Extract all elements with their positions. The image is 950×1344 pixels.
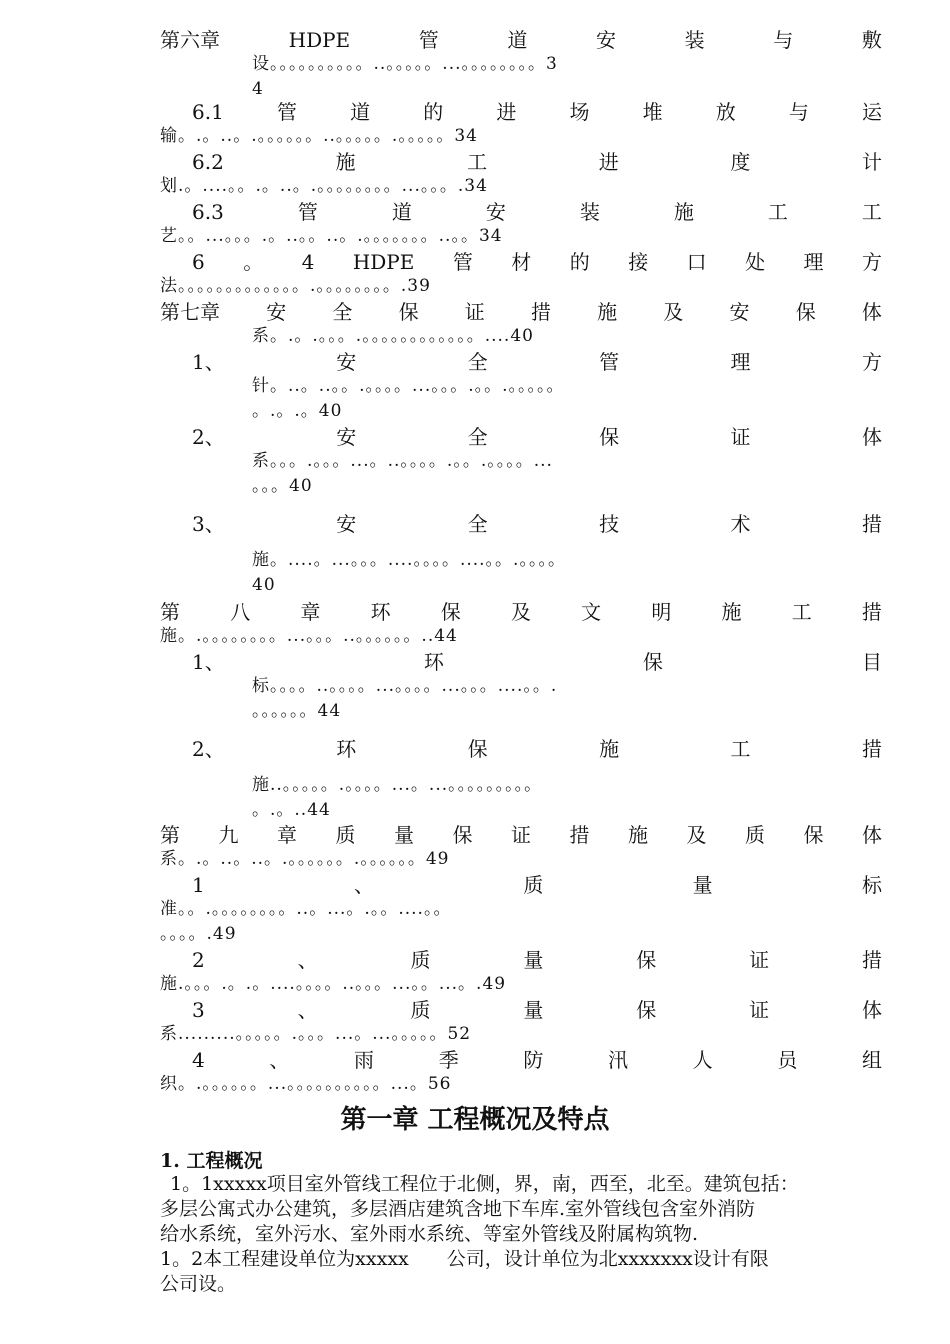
toc-dots: 系。。。.。。。...。..。。。。.。。.。。。。... — [252, 451, 553, 471]
toc-entry-chapter-7[interactable] — [160, 300, 882, 349]
toc-entry-heading: 第七章 安 全 保 证 措 施 及 安 保 体 — [160, 300, 882, 324]
toc-entry-heading: 3、 安 全 技 术 措 — [192, 512, 882, 536]
toc-entry-chapter-6[interactable] — [160, 28, 882, 102]
toc-entry-9-2[interactable] — [160, 948, 882, 997]
toc-entry-heading: 第 八 章 环 保 及 文 明 施 工 措 — [160, 600, 882, 624]
paragraph-project-location — [160, 1172, 890, 1247]
toc-entry-7-3[interactable] — [160, 512, 882, 598]
toc-page-number: 40 — [252, 575, 276, 595]
toc-entry-6-4[interactable] — [160, 250, 882, 299]
toc-entry-7-2[interactable] — [160, 425, 882, 499]
toc-dots: 设。。。。。。。。。。..。。。。。...。。。。。。。。3 — [252, 54, 558, 74]
toc-dots: 织。.。。。。。。...。。。。。。。。。。...。56 — [160, 1074, 452, 1094]
toc-entry-heading: 2 、 质 量 保 证 措 — [192, 948, 882, 972]
toc-dots: 施.。。。.。.。....。。。。..。。。...。。...。.49 — [160, 974, 507, 994]
paragraph-line: 1。2本工程建设单位为xxxxx 公司，设计单位为北xxxxxxx设计有限 — [160, 1248, 769, 1270]
toc-page-number: 。。。。。。44 — [252, 701, 342, 721]
toc-entry-heading: 6.1 管 道 的 进 场 堆 放 与 运 — [192, 100, 882, 124]
toc-dots: 法。。。。。。。。。。。。。.。。。。。。。。.39 — [160, 276, 431, 296]
toc-entry-heading: 1、 安 全 管 理 方 — [192, 350, 882, 374]
toc-entry-9-4[interactable] — [160, 1048, 882, 1097]
paragraph-line: 给水系统，室外污水、室外雨水系统、等室外管线及附属构筑物. — [160, 1223, 699, 1245]
toc-entry-heading: 3 、 质 量 保 证 体 — [192, 998, 882, 1022]
toc-dots: 划.。....。。.。..。.。。。。。。。。...。。。.34 — [160, 176, 488, 196]
toc-entry-heading: 6.3 管 道 安 装 施 工 工 — [192, 200, 882, 224]
toc-entry-heading: 2、 安 全 保 证 体 — [192, 425, 882, 449]
chapter-title: 第一章 工程概况及特点 — [340, 1105, 610, 1135]
toc-entry-heading: 2、 环 保 施 工 措 — [192, 737, 882, 761]
paragraph-line: 1。1xxxxx项目室外管线工程位于北侧，界，南，西至，北至。建筑包括： — [170, 1173, 799, 1195]
toc-entry-8-2[interactable] — [160, 737, 882, 823]
toc-dots: 艺。。...。。。.。..。。..。.。。。。。。。..。。34 — [160, 226, 503, 246]
section-heading: 1. 工程概况 — [160, 1150, 263, 1172]
toc-entry-heading: 1、 环 保 目 — [192, 650, 882, 674]
toc-dots: 施。.。。。。。。。。...。。。..。。。。。。..44 — [160, 626, 458, 646]
toc-entry-heading: 第六章 HDPE 管 道 安 装 与 敷 — [160, 28, 882, 52]
toc-dots: 标。。。。..。。。。...。。。。...。。。....。。. — [252, 676, 558, 696]
toc-page-number: 。.。..44 — [252, 800, 331, 820]
toc-page-number: 4 — [252, 79, 264, 99]
toc-dots: 输。.。..。.。。。。。。..。。。。。.。。。。。34 — [160, 126, 478, 146]
toc-entry-6-1[interactable] — [160, 100, 882, 149]
toc-page-number: 。.。.。40 — [252, 401, 343, 421]
paragraph-line: 公司设。 — [160, 1273, 237, 1295]
toc-entry-heading: 1 、 质 量 标 — [192, 873, 882, 897]
toc-page-number: 。。。。.49 — [160, 924, 237, 944]
paragraph-construction-units — [160, 1247, 890, 1297]
paragraph-line: 多层公寓式办公建筑，多层酒店建筑含地下车库.室外管线包含室外消防 — [160, 1198, 756, 1220]
toc-entry-7-1[interactable] — [160, 350, 882, 424]
toc-entry-6-2[interactable] — [160, 150, 882, 199]
toc-entry-6-3[interactable] — [160, 200, 882, 249]
toc-dots: 准。。.。。。。。。。。..。...。.。。....。。 — [160, 899, 452, 919]
toc-dots: 针。..。..。。.。。。。...。。。.。。.。。。。。 — [252, 376, 565, 396]
toc-dots: 施..。。。。。.。。。。...。...。。。。。。。。。 — [252, 775, 543, 795]
toc-entry-9-3[interactable] — [160, 998, 882, 1047]
toc-dots: 系。.。.。。。.。。。。。。。。。。。。....40 — [252, 326, 534, 346]
toc-entry-chapter-9[interactable] — [160, 823, 882, 872]
toc-entry-heading: 第 九 章 质 量 保 证 措 施 及 质 保 体 — [160, 823, 882, 847]
toc-dots: 施。....。...。。。....。。。。....。。.。。。。 — [252, 550, 566, 570]
toc-page-number: 。。。40 — [252, 476, 313, 496]
toc-entry-chapter-8[interactable] — [160, 600, 882, 649]
toc-entry-9-1[interactable] — [160, 873, 882, 947]
toc-entry-heading: 6 。 4 HDPE 管 材 的 接 口 处 理 方 — [192, 250, 882, 274]
toc-dots: 系。.。..。..。.。。。。。。.。。。。。。49 — [160, 849, 450, 869]
toc-entry-heading: 6.2 施 工 进 度 计 — [192, 150, 882, 174]
toc-dots: 系.........。。。。。.。。。...。...。。。。。52 — [160, 1024, 472, 1044]
toc-entry-8-1[interactable] — [160, 650, 882, 724]
toc-entry-heading: 4 、 雨 季 防 汛 人 员 组 — [192, 1048, 882, 1072]
